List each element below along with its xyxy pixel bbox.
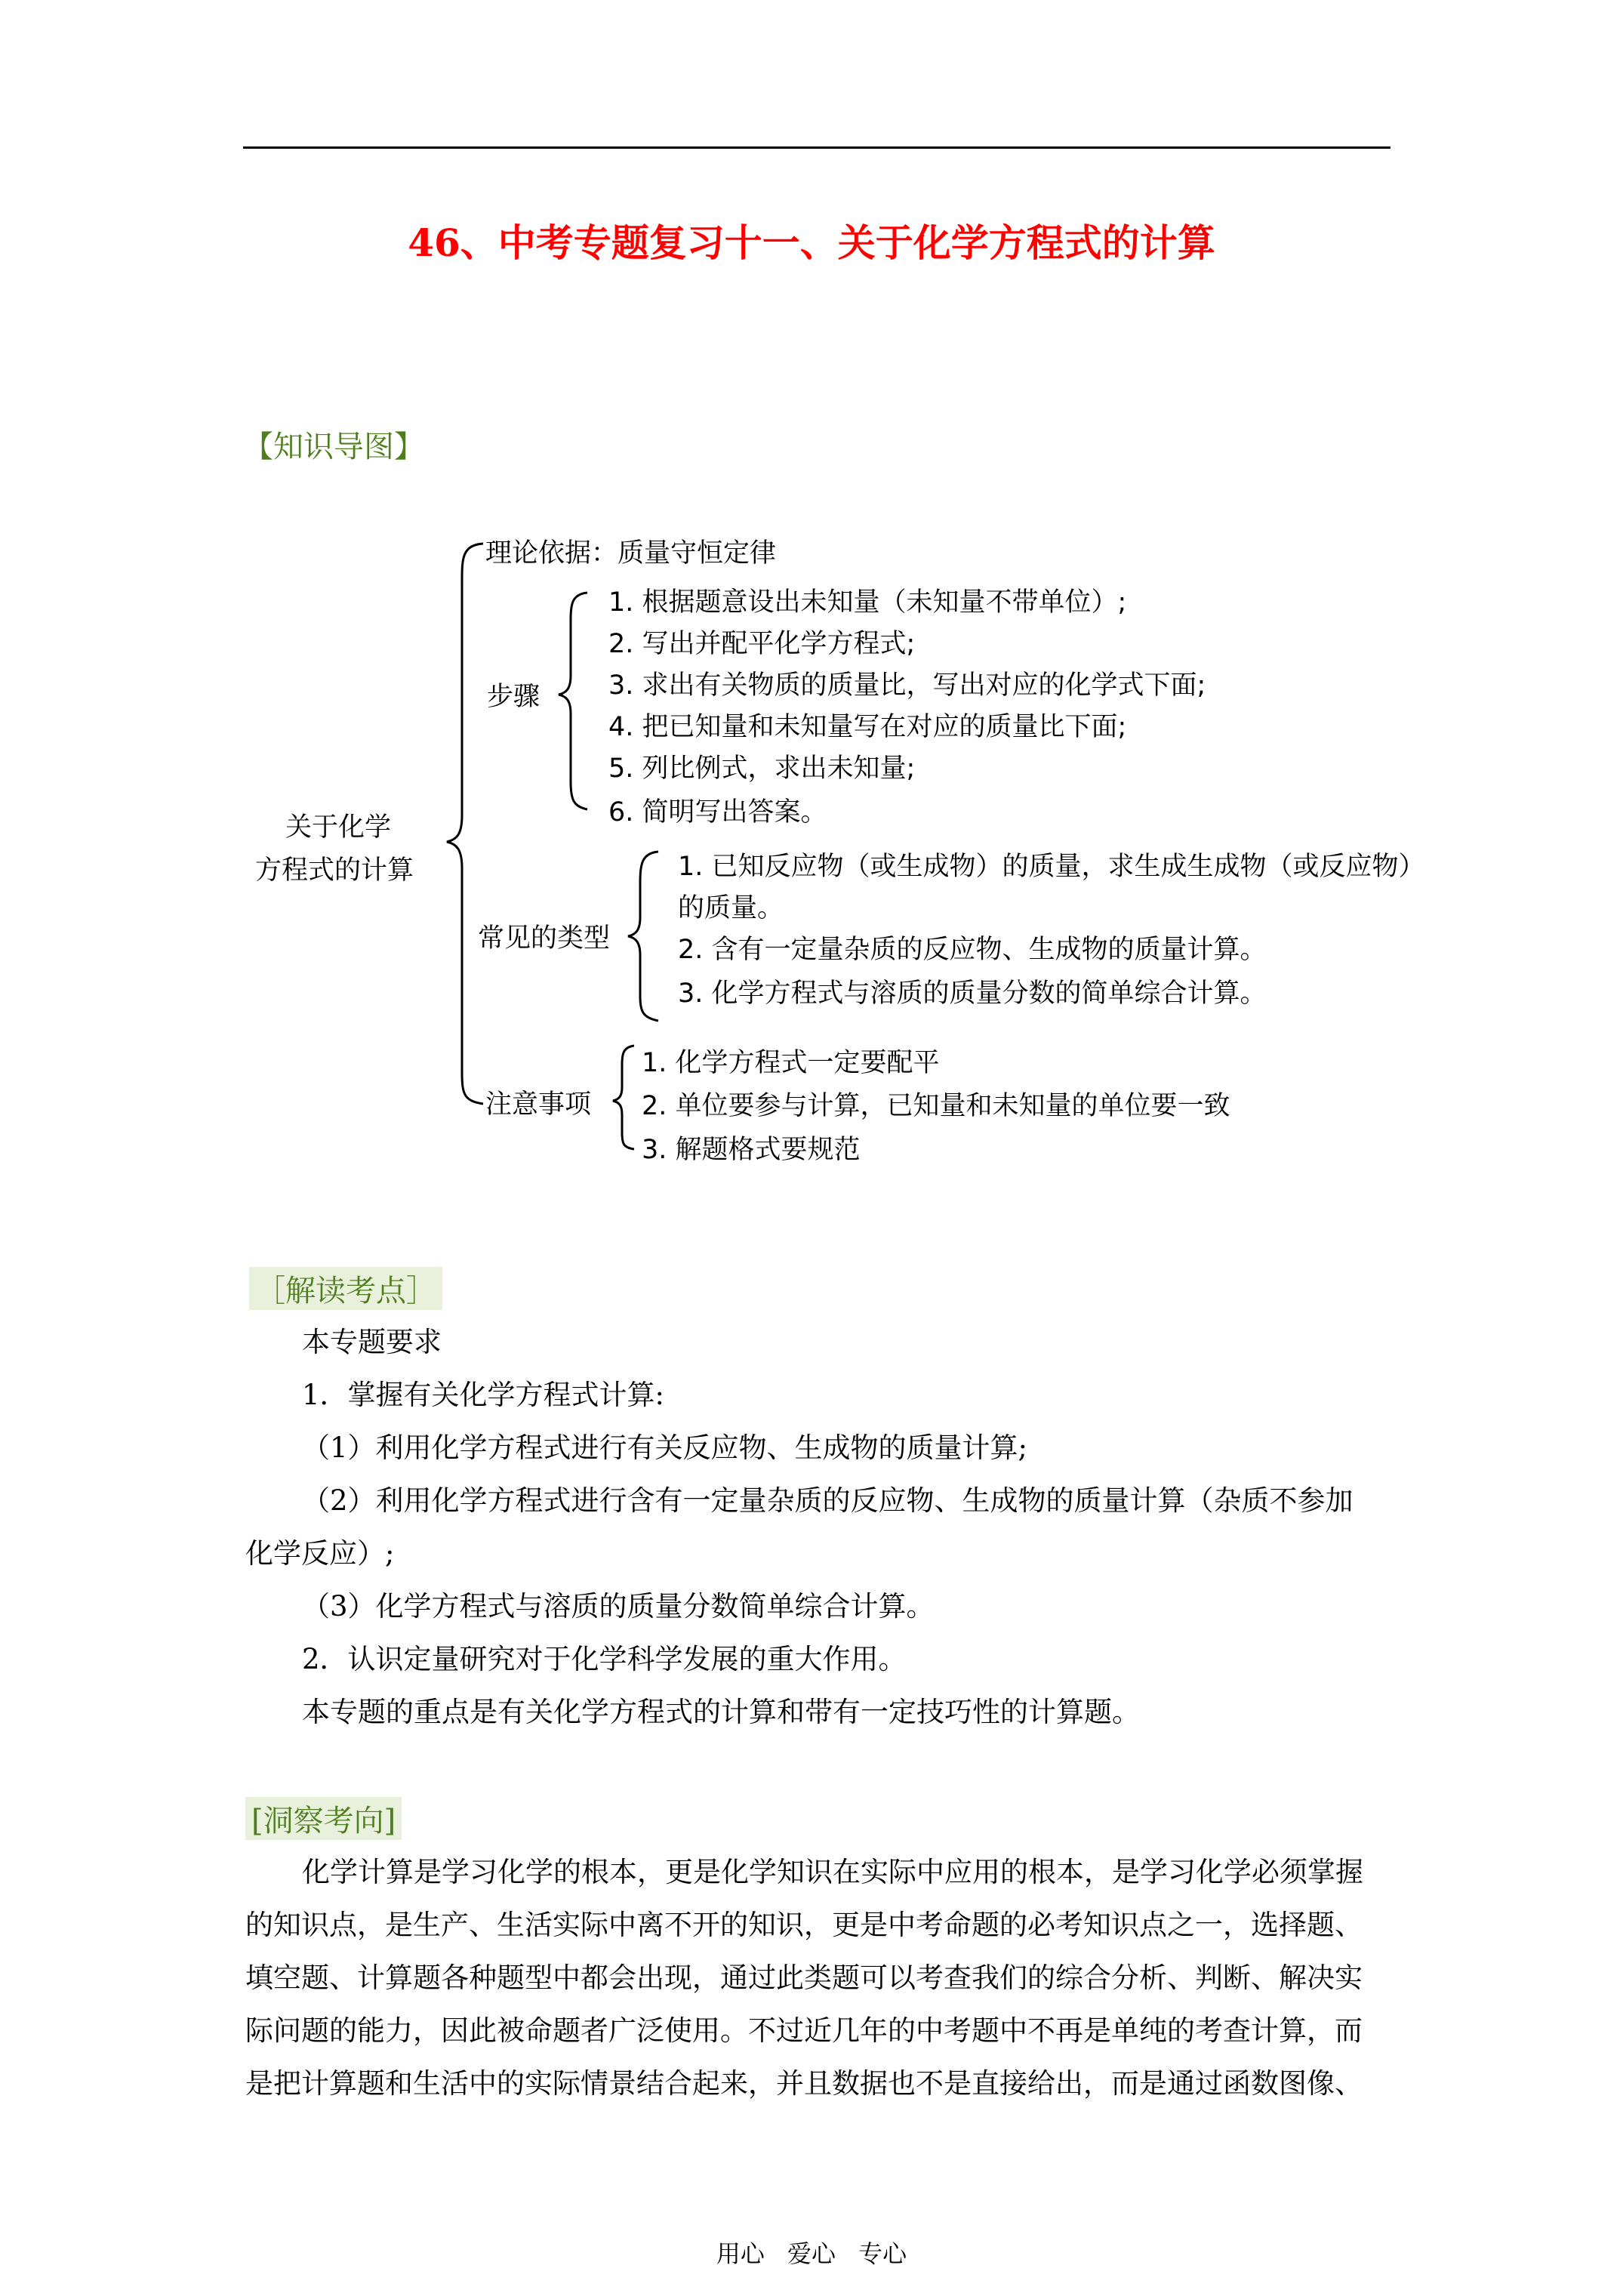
diagram-notes-label: 注意事项 <box>485 1089 592 1120</box>
diagram-type-2: 2. 含有一定量杂质的反应物、生成物的质量计算。 <box>678 935 1267 965</box>
exam-points-line-5: 化学反应）; <box>245 1537 395 1570</box>
exam-points-line-6: （3）化学方程式与溶质的质量分数简单综合计算。 <box>302 1590 935 1623</box>
page-title: 46、中考专题复习十一、关于化学方程式的计算 <box>408 220 1215 265</box>
diagram-step-6: 6. 简明写出答案。 <box>608 797 827 827</box>
page-footer: 用心 爱心 专心 <box>716 2239 907 2268</box>
exam-points-line-4: （2）利用化学方程式进行含有一定量杂质的反应物、生成物的质量计算（杂质不参加 <box>302 1484 1354 1517</box>
diagram-type-1-cont: 的质量。 <box>678 893 784 923</box>
exam-points-line-7: 2．认识定量研究对于化学科学发展的重大作用。 <box>302 1643 907 1675</box>
section-knowledge-map: 【知识导图】 <box>243 430 424 464</box>
diagram-note-1: 1. 化学方程式一定要配平 <box>642 1048 940 1078</box>
section-exam-trends: [洞察考向] <box>245 1797 402 1840</box>
section-exam-points: ［解读考点］ <box>249 1267 442 1310</box>
exam-trends-line-2: 的知识点，是生产、生活实际中离不开的知识，更是中考命题的必考知识点之一，选择题、 <box>245 1909 1363 1941</box>
diagram-step-5: 5. 列比例式，求出未知量; <box>608 754 916 784</box>
exam-trends-line-5: 是把计算题和生活中的实际情景结合起来，并且数据也不是直接给出，而是通过函数图像、 <box>245 2067 1363 2100</box>
diagram-step-3: 3. 求出有关物质的质量比，写出对应的化学式下面; <box>608 670 1206 701</box>
exam-trends-line-1: 化学计算是学习化学的根本，更是化学知识在实际中应用的根本，是学习化学必须掌握 <box>302 1856 1363 1888</box>
diagram-steps-label: 步骤 <box>487 682 540 712</box>
exam-trends-line-3: 填空题、计算题各种题型中都会出现，通过此类题可以考查我们的综合分析、判断、解决实 <box>245 1962 1363 1994</box>
diagram-step-4: 4. 把已知量和未知量写在对应的质量比下面; <box>608 712 1127 742</box>
diagram-theory: 理论依据：质量守恒定律 <box>485 538 777 569</box>
exam-points-line-3: （1）利用化学方程式进行有关反应物、生成物的质量计算; <box>302 1432 1028 1464</box>
diagram-root-line1: 关于化学 <box>285 812 392 843</box>
exam-points-line-8: 本专题的重点是有关化学方程式的计算和带有一定技巧性的计算题。 <box>302 1696 1140 1728</box>
diagram-type-1: 1. 已知反应物（或生成物）的质量，求生成生成物（或反应物） <box>678 852 1425 882</box>
diagram-root-line2: 方程式的计算 <box>255 855 414 886</box>
exam-points-line-1: 本专题要求 <box>302 1326 442 1358</box>
diagram-types-label: 常见的类型 <box>478 923 611 954</box>
diagram-type-3: 3. 化学方程式与溶质的质量分数的简单综合计算。 <box>678 978 1267 1009</box>
diagram-step-1: 1. 根据题意设出未知量（未知量不带单位）; <box>608 587 1127 618</box>
exam-points-line-2: 1．掌握有关化学方程式计算: <box>302 1379 665 1411</box>
diagram-step-2: 2. 写出并配平化学方程式; <box>608 629 916 659</box>
diagram-note-2: 2. 单位要参与计算，已知量和未知量的单位要一致 <box>642 1091 1230 1121</box>
exam-trends-line-4: 际问题的能力，因此被命题者广泛使用。不过近几年的中考题中不再是单纯的考查计算，而 <box>245 2014 1363 2047</box>
diagram-note-3: 3. 解题格式要规范 <box>642 1135 861 1165</box>
